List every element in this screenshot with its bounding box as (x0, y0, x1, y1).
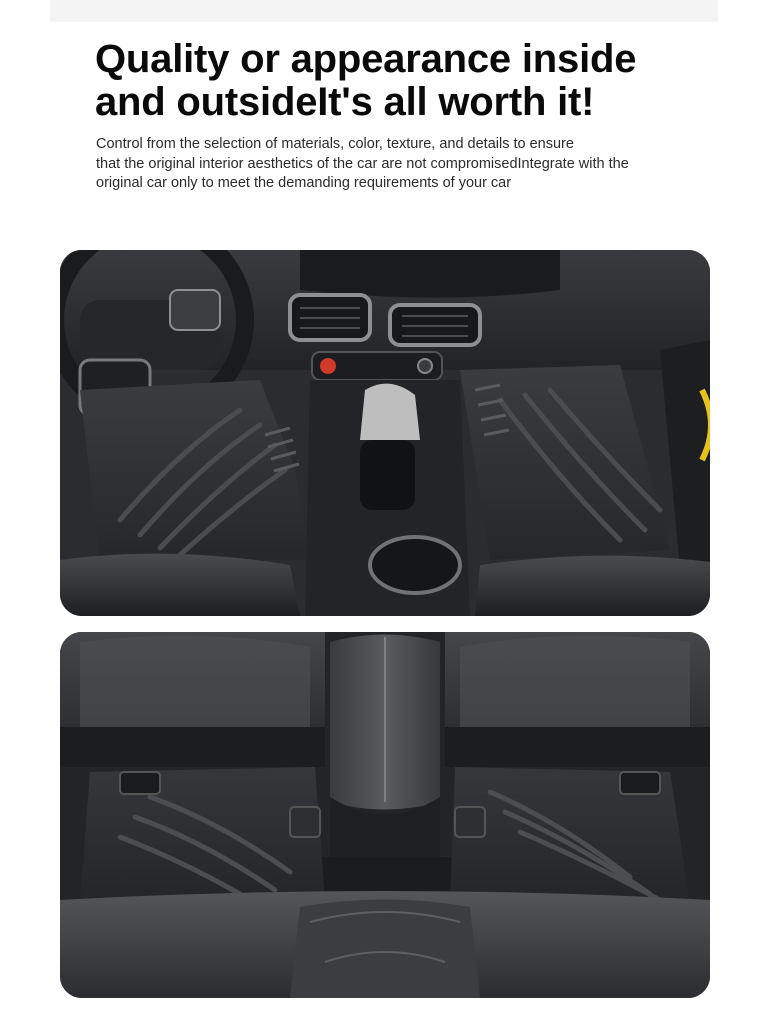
description-line-2: that the original interior aesthetics of the car are not compromisedIntegrate with the (96, 155, 629, 172)
rear-floor-mats-photo (60, 632, 710, 998)
description-line-1: Control from the selection of materials, color, texture, and details to ensure (96, 136, 574, 152)
front-floor-mats-photo (60, 250, 710, 616)
rear-cabin-illustration (60, 632, 710, 998)
top-strip (50, 0, 718, 22)
page-headline (95, 38, 735, 124)
front-cabin-illustration (60, 250, 710, 616)
headline-line-2: and outsideIt's all worth it! (95, 80, 595, 124)
headline-line-1: Quality or appearance inside (95, 37, 637, 81)
product-description (96, 135, 716, 194)
description-line-3: original car only to meet the demanding requirements of your car (96, 175, 512, 191)
